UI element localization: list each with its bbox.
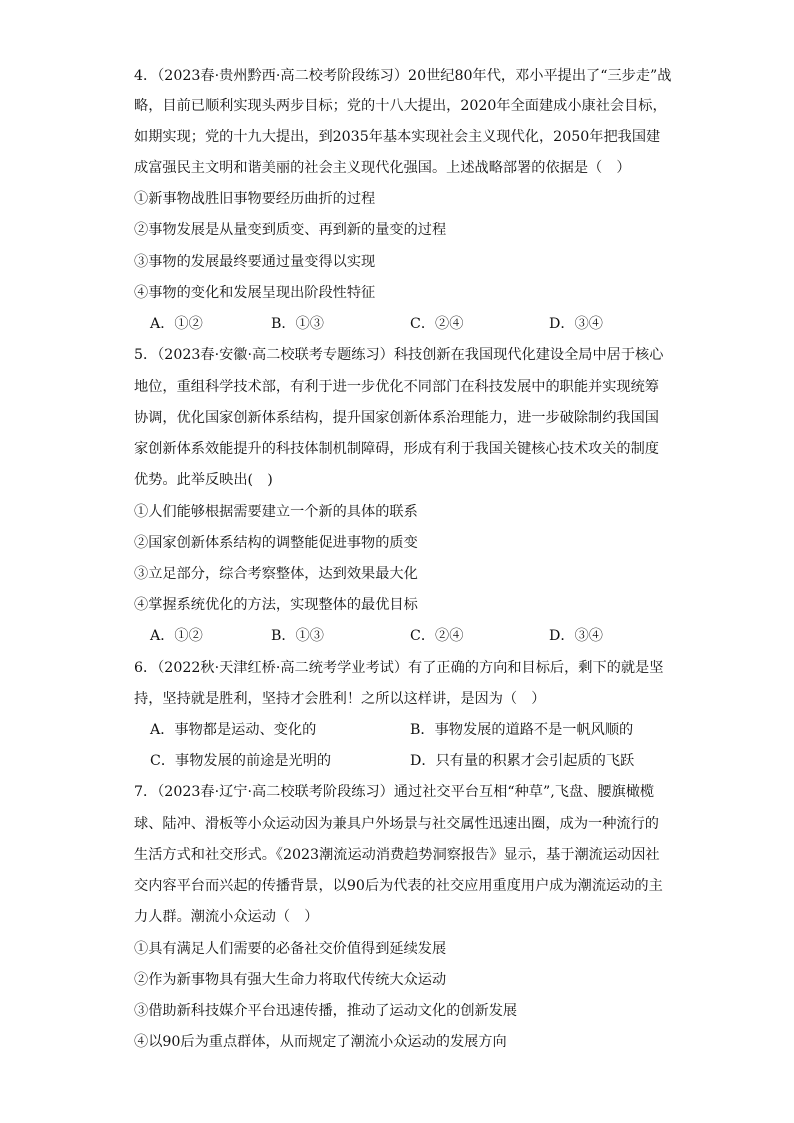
question-6-stem-line-1: 6．（2022秋·天津红桥·高二统考学业考试）有了正确的方向和目标后，剩下的就是坚	[134, 660, 664, 676]
question-5-stem-line-5: 优势。此举反映出( )	[134, 472, 273, 488]
question-5-stem-line-1: 5．（2023春·安徽·高二校联考专题练习）科技创新在我国现代化建设全局中居于核心	[134, 347, 664, 363]
question-7-statement-1: ①具有满足人们需要的必备社交价值得到延续发展	[134, 941, 447, 957]
question-7-statement-4: ④以90后为重点群体，从而规定了潮流小众运动的发展方向	[134, 1034, 507, 1050]
question-4-option-c: C．②④	[410, 316, 464, 332]
question-7-stem-line-2: 球、陆冲、滑板等小众运动因为兼具户外场景与社交属性迅速出圈，成为一种流行的	[134, 816, 659, 832]
question-5-statement-4: ④掌握系统优化的方法，实现整体的最优目标	[134, 597, 418, 613]
question-5-statement-3: ③立足部分，综合考察整体，达到效果最大化	[134, 566, 418, 582]
question-4-stem-line-3: 如期实现；党的十九大提出，到2035年基本实现社会主义现代化，2050年把我国建	[134, 129, 661, 145]
question-7-stem-line-3: 生活方式和社交形式。《2023潮流运动消费趋势洞察报告》显示，基于潮流运动因社	[134, 847, 660, 863]
question-4-statement-1: ①新事物战胜旧事物要经历曲折的过程	[134, 191, 376, 207]
question-4-stem-line-2: 略，目前已顺利实现头两步目标；党的十八大提出，2020年全面建成小康社会目标，	[134, 98, 667, 114]
question-5-statement-1: ①人们能够根据需要建立一个新的具体的联系	[134, 504, 418, 520]
question-4-stem-line-4: 成富强民主文明和谐美丽的社会主义现代化强国。上述战略部署的依据是（ ）	[134, 160, 631, 176]
question-6-option-b: B．事物发展的道路不是一帆风顺的	[410, 722, 634, 738]
question-4-statement-2: ②事物发展是从量变到质变、再到新的量变的过程	[134, 222, 447, 238]
question-5-stem-line-2: 地位，重组科学技术部，有利于进一步优化不同部门在科技发展中的职能并实现统筹	[134, 379, 659, 395]
question-6-option-c: C．事物发展的前途是光明的	[150, 753, 332, 769]
question-5-option-c: C．②④	[410, 628, 464, 644]
question-5-option-d: D．③④	[549, 628, 603, 644]
question-5-option-b: B．①③	[271, 628, 324, 644]
question-6-option-a: A．事物都是运动、变化的	[150, 722, 317, 738]
question-4-stem-line-1: 4．（2023春·贵州黔西·高二校考阶段练习）20世纪80年代，邓小平提出了“三步走”战	[134, 68, 672, 84]
question-4-option-a: A．①②	[150, 316, 203, 332]
question-4-option-d: D．③④	[549, 316, 603, 332]
question-7-stem-line-5: 力人群。潮流小众运动（ ）	[134, 909, 319, 925]
question-4-statement-4: ④事物的变化和发展呈现出阶段性特征	[134, 285, 376, 301]
question-7-statement-2: ②作为新事物具有强大生命力将取代传统大众运动	[134, 972, 447, 988]
question-6-option-d: D．只有量的积累才会引起质的飞跃	[410, 753, 635, 769]
question-7-statement-3: ③借助新科技媒介平台迅速传播，推动了运动文化的创新发展	[134, 1003, 518, 1019]
question-4-option-b: B．①③	[271, 316, 324, 332]
question-4-statement-3: ③事物的发展最终要通过量变得以实现	[134, 254, 376, 270]
question-5-stem-line-3: 协调，优化国家创新体系结构，提升国家创新体系治理能力，进一步破除制约我国国	[134, 410, 659, 426]
question-5-statement-2: ②国家创新体系结构的调整能促进事物的质变	[134, 535, 418, 551]
question-5-stem-line-4: 家创新体系效能提升的科技体制机制障碍，形成有利于我国关键核心技术攻关的制度	[134, 441, 659, 457]
question-6-stem-line-2: 持，坚持就是胜利，坚持才会胜利！之所以这样讲，是因为（ ）	[134, 691, 546, 707]
question-7-stem-line-1: 7．（2023春·辽宁·高二校联考阶段练习）通过社交平台互相“种草”,飞盘、腰旗橄榄	[134, 784, 655, 800]
question-5-option-a: A．①②	[150, 628, 203, 644]
question-7-stem-line-4: 交内容平台而兴起的传播背景，以90后为代表的社交应用重度用户成为潮流运动的主	[134, 878, 663, 894]
